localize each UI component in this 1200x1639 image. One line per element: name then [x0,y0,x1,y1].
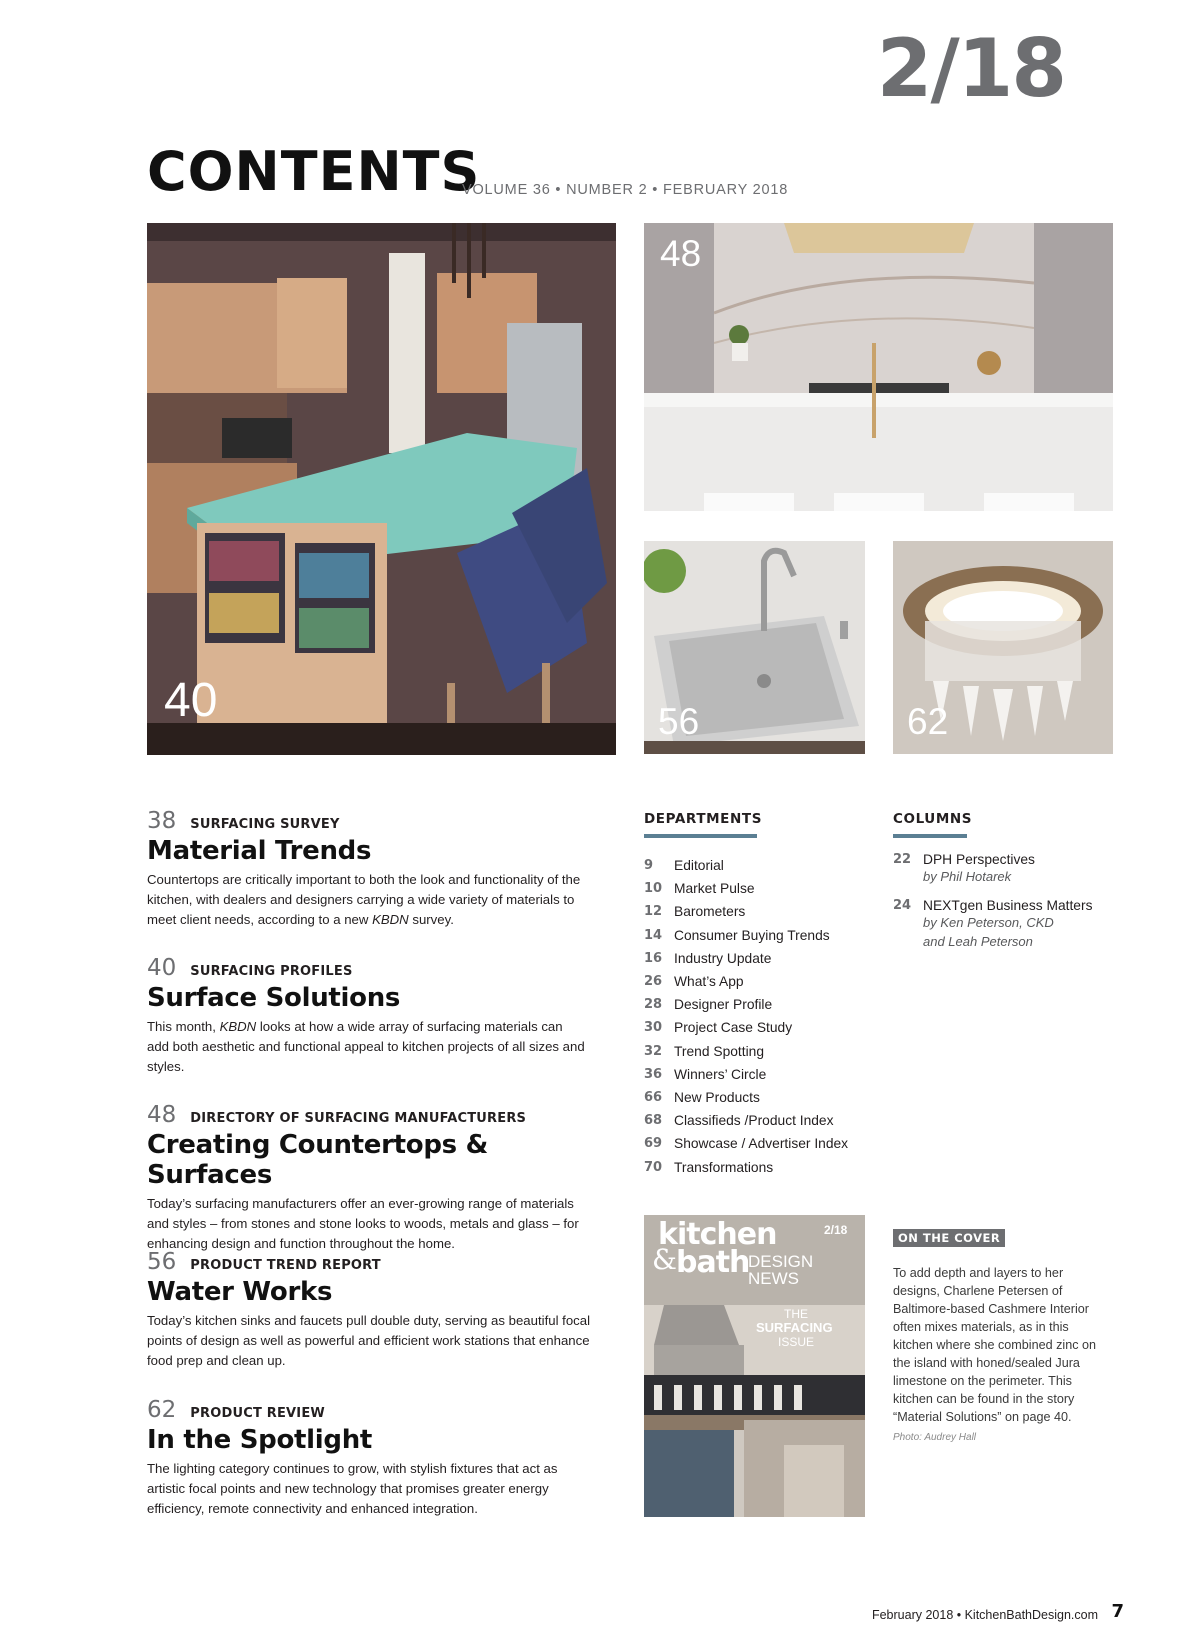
cover-brand-bath: bath [676,1245,750,1280]
departments-rule [644,834,757,838]
cover-thumbnail[interactable] [644,1215,865,1517]
cover-brand-news: NEWS [748,1269,799,1288]
department-item[interactable]: 14 Consumer Buying Trends [644,927,830,943]
department-item[interactable]: 28 Designer Profile [644,997,773,1013]
story-kicker: SURFACING SURVEY [190,817,340,832]
on-the-cover-badge: ON THE COVER [893,1229,1005,1247]
footer-text[interactable]: February 2018 • KitchenBathDesign.com [871,1608,1098,1622]
story-title[interactable]: In the Spotlight [147,1425,373,1455]
cover-issue: 2/18 [824,1223,848,1237]
story-title[interactable]: Water Works [147,1277,333,1307]
on-the-cover-text: To add depth and layers to her designs, Charlene Petersen of Baltimore-based Cashmere Interior often mixes materials, as in this kitchen where she combined zinc on the island with honed/sealed Jura limestone on the perimeter. This kitchen can be found in the story “Material Solutions” on page 40. [893,1266,1097,1424]
cover-brand-ampersand: & [652,1243,677,1276]
story-surface-solutions[interactable] [147,955,587,1077]
cover-brand-design: DESIGN [748,1252,814,1271]
light-photo-page-number: 62 [907,701,949,742]
volume-line: VOLUME 36 • NUMBER 2 • FEBRUARY 2018 [462,182,789,198]
department-item[interactable]: 68 Classifieds /Product Index [644,1113,834,1129]
department-item[interactable]: 32 Trend Spotting [644,1043,764,1059]
story-kicker: PRODUCT TREND REPORT [190,1258,381,1273]
story-kicker: DIRECTORY OF SURFACING MANUFACTURERS [190,1111,527,1126]
photo-credit: Photo: Audrey Hall [893,1432,977,1443]
story-material-trends[interactable] [147,808,587,930]
story-page-number: 62 [147,1397,177,1423]
sink-photo-page-number: 56 [658,701,700,742]
column-title: DPH Perspectives [923,852,1035,867]
department-item[interactable]: 26 What’s App [644,974,744,990]
story-description: This month, KBDN looks at how a wide array of surfacing materials can add both aesthetic and functional appeal to kitchen projects of all sizes and styles. [147,1019,585,1074]
story-page-number: 56 [147,1249,177,1275]
story-page-number: 40 [147,955,177,981]
cover-tag-surfacing: SURFACING [756,1320,833,1335]
department-item[interactable]: 69 Showcase / Advertiser Index [644,1136,849,1152]
footer-page-number: 7 [1111,1601,1124,1622]
column-item-nextgen[interactable] [893,898,1133,951]
story-title[interactable]: Surface Solutions [147,983,401,1013]
column-title: NEXTgen Business Matters [923,898,1093,913]
column-page-number: 24 [893,898,912,913]
cover-brand-kitchen: kitchen [658,1217,777,1252]
story-kicker: SURFACING PROFILES [190,964,353,979]
departments-heading: DEPARTMENTS [644,811,763,827]
columns-heading: COLUMNS [893,811,973,827]
story-description: Today’s kitchen sinks and faucets pull double duty, serving as beautiful focal points of design as well as powerful and efficient work stations that enhance food prep and clean up. [147,1313,591,1368]
story-title[interactable]: Material Trends [147,836,372,866]
main-photo-page-number: 40 [164,674,218,727]
department-item[interactable]: 70 Transformations [644,1159,774,1175]
story-kicker: PRODUCT REVIEW [190,1406,325,1421]
top-photo-page-number: 48 [660,233,702,274]
cover-tag-the: THE [784,1307,808,1321]
light-fixture-photo[interactable] [893,541,1113,754]
story-description: Countertops are critically important to both the look and functionality of the kitchen, with dealers and designers carrying a wide variety of materials to meet client needs, according to a new KBDN survey. [147,872,581,927]
backsplash-photo[interactable] [644,223,1113,511]
department-item[interactable]: 30 Project Case Study [644,1020,793,1036]
story-page-number: 38 [147,808,177,834]
issue-number: 2/18 [876,22,1065,115]
department-item[interactable]: 66 New Products [644,1089,760,1105]
department-item[interactable]: 10 Market Pulse [644,881,755,897]
story-in-the-spotlight[interactable] [147,1397,597,1519]
department-item[interactable]: 16 Industry Update [644,950,772,966]
department-item[interactable]: 12 Barometers [644,904,746,920]
columns-rule [893,834,967,838]
cover-tag-issue: ISSUE [778,1335,815,1349]
story-creating-countertops[interactable] [147,1102,597,1254]
column-item-dph-perspectives[interactable] [893,852,1133,886]
marble-kitchen-image [644,223,1113,511]
main-kitchen-photo[interactable] [147,223,616,755]
page-title: CONTENTS [147,140,481,203]
story-description: Today’s surfacing manufacturers offer an ever-growing range of materials and styles – from stones and stone looks to woods, metals and glass – for enhancing design and function throughout the home. [147,1196,579,1251]
department-item[interactable]: 9 Editorial [644,858,724,874]
story-water-works[interactable] [147,1249,597,1371]
story-description: The lighting category continues to grow, with stylish fixtures that act as artistic focal points and new technology that promises greater energy efficiency, remote connectivity and enhanced integration. [147,1461,558,1516]
column-byline: by Ken Peterson, CKD [923,915,1054,930]
column-page-number: 22 [893,852,912,867]
column-byline-2: and Leah Peterson [923,934,1033,949]
sink-photo[interactable] [644,541,865,754]
department-item[interactable]: 36 Winners’ Circle [644,1066,767,1082]
column-byline: by Phil Hotarek [923,869,1012,884]
story-title[interactable]: Creating Countertops & Surfaces [147,1130,488,1190]
story-page-number: 48 [147,1102,177,1128]
departments-list [644,854,904,1179]
